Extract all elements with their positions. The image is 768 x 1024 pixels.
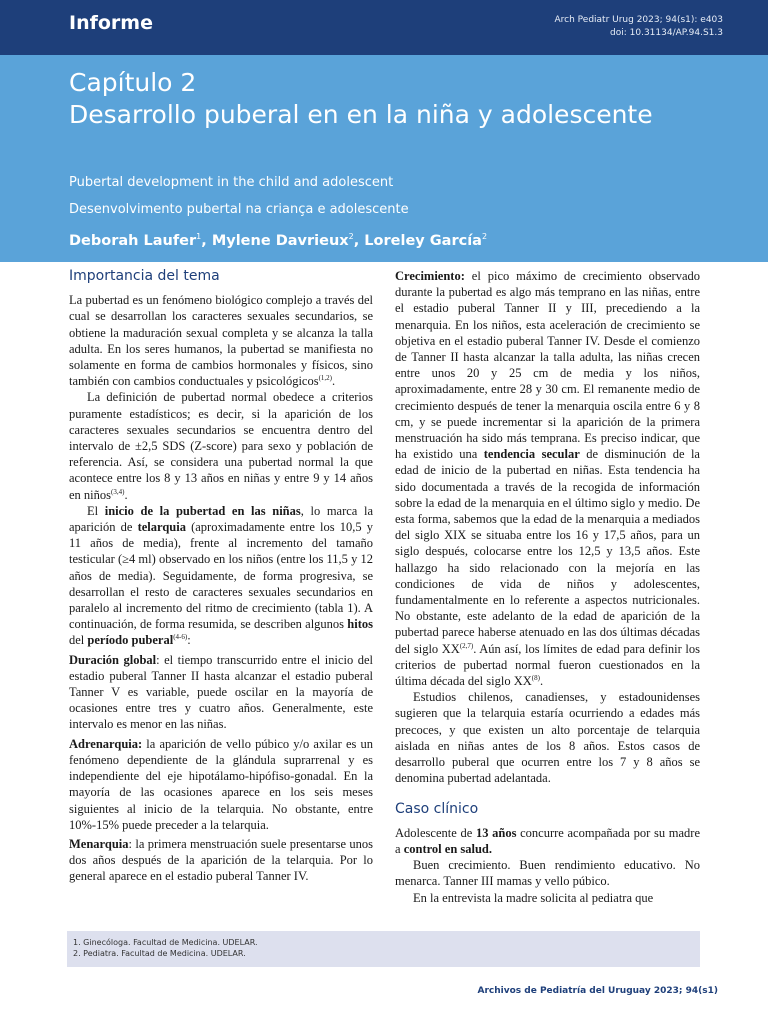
paragraph: La pubertad es un fenómeno biológico complejo a través del cual se desarrollan los caracteres sexuales secundarios, se obtiene la maduración sexual completa y se alcanza la talla adulta. En los seres humanos, la pubertad se manifiesta no solamente en forma de cambios hormonales y físicos, sino también con cambios conductuales y psicológicos$^{(1,2)}$.	[69, 293, 373, 389]
subtitle-english: Pubertal development in the child and adolescent	[69, 175, 394, 190]
paragraph-duration: Duración global: el tiempo transcurrido entre el inicio del estadio puberal Tanner II hasta alcanzar el estadio puberal Tanner V es variable, puede oscilar en la mayoría de ocasiones entre tres y cuatro años. Generalmente, este intervalo es menor en las niñas.	[69, 652, 373, 732]
footer-journal-reference: Archivos de Pediatría del Uruguay 2023; 94(s1)	[477, 986, 718, 996]
author-affiliation: 2	[481, 232, 488, 241]
affiliation-footnotes	[67, 931, 700, 967]
footnote: 1. Ginecóloga. Facultad de Medicina. UDELAR.	[73, 938, 258, 947]
right-column	[395, 268, 700, 906]
paragraph: La definición de pubertad normal obedece a criterios puramente estadísticos; es decir, si la aparición de los caracteres sexuales secundarios se encuentra dentro del intervalo de ±2,5 SDS (Z-score) para sexo y población de referencia. Así, se considera una pubertad normal la que acontece entre los 8 y 13 años en niñas y entre 9 y 14 años en niños$^{(3,4)}$.	[69, 390, 373, 502]
author-name[interactable]: Deborah Laufer	[69, 232, 197, 249]
section-label: Informe	[69, 12, 153, 34]
paragraph: En la entrevista la madre solicita al pediatra que	[413, 890, 654, 905]
citation-ref[interactable]: (2,7)	[459, 641, 474, 650]
subtitle-portuguese: Desenvolvimento pubertal na criança e adolescente	[69, 202, 409, 217]
paragraph: Estudios chilenos, canadienses, y estadounidenses sugieren que la telarquia estaría ocurriendo a edades más precoces, y que existen un alto porcentaje de telarquia aislada en niñas antes de los 8 años. Estos casos de desarrollo puberal que ocurren entre los 7 y 8 años se denomina pubertad adelantada.	[395, 690, 700, 786]
header-bar	[0, 0, 768, 55]
paragraph: Buen crecimiento. Buen rendimiento educativo. No menarca. Tanner III mamas y vello púbico.	[395, 858, 700, 889]
author-affiliation: 2	[348, 232, 354, 241]
citation-ref[interactable]: (8)	[531, 673, 540, 682]
author-list: Deborah Laufer$^1$, Mylene Davrieux$^2$, Loreley García$^2$	[69, 232, 488, 249]
paragraph-adrenarche: Adrenarquia: la aparición de vello púbico y/o axilar es un fenómeno dependiente de la glándula suprarrenal y es independiente del eje hipotálamo-hipófiso-gonadal. En la mayoría de las ocasiones aparece en los seis meses siguientes al inicio de la telarquia. No obstante, entre 10%-15% puede preceder a la telarquia.	[69, 736, 373, 832]
author-name[interactable]: Mylene Davrieux	[211, 232, 349, 249]
footnote: 2. Pediatra. Facultad de Medicina. UDELAR.	[73, 949, 246, 958]
journal-citation: Arch Pediatr Urug 2023; 94(s1): e403	[554, 15, 723, 25]
citation-ref[interactable]: (1,2)	[318, 374, 333, 383]
doi-link[interactable]: doi: 10.31134/AP.94.S1.3	[610, 28, 723, 38]
journal-reference	[555, 14, 724, 40]
citation-ref[interactable]: (4-6)	[173, 633, 188, 642]
title-banner	[0, 55, 768, 262]
paragraph-growth: Crecimiento: el pico máximo de crecimiento observado durante la pubertad es algo más temprano en las niñas, entre el estadio puberal Tanner II y III, precediendo a la menarquia. En los niños, esta aceleración de crecimiento se objetiva en el estadio puberal Tanner IV. Desde el comienzo de Tanner II hasta alcanzar la talla adulta, las niñas crecen entre unos 20 y 25 cm de media y los niños, aproximadamente, entre 28 y 30 cm. El remanente medio de crecimiento después de tener la menarquia oscila entre 6 y 8 cm, y se puede incrementar si la aparición de la primera menstruación ha sido más temprana. Es preciso indicar, que ha existido una tendencia secular de disminución de la edad de inicio de la pubertad en niñas. Esta tendencia ha sido documentada a través de la recogida de información sobre la edad de la menarquia en el último siglo y medio. De esta forma, sabemos que la edad de la menarquia a mediados del siglo XIX se situaba entre los 16 y 17,5 años, para un siglo después, colocarse entre los 12,5 y 13,5 años. Este hallazgo ha sido relacionado con la mejoría en las condiciones de vida de niños y adolescentes, fundamentalmente en lo referente a aspectos nutricionales. No obstante, este adelanto de la edad de aparición de la pubertad parece haberse atenuado en las dos últimas décadas del siglo XX$^{(2,7)}$. Aún así, los límites de edad para definir los criterios de pubertad normal fueron cuestionados en la última década del siglo XX$^{(8)}$.	[395, 269, 700, 689]
author-affiliation: 1	[196, 232, 202, 241]
paragraph: El inicio de la pubertad en las niñas, lo marca la aparición de telarquia (aproximadamente entre los 10,5 y 11 años de media), frente al incremento del tamaño testicular (≥4 ml) observado en los niños (entre los 11,5 y 12 años de media). Seguidamente, de forma progresiva, se desarrollan el resto de caracteres sexuales secundarios en paralelo al incremento del ritmo de crecimiento (tabla 1). A continuación, de forma resumida, se describen algunos hitos del período puberal$^{(4-6)}$:	[69, 503, 373, 648]
citation-ref[interactable]: (3,4)	[111, 487, 125, 496]
left-column	[69, 268, 373, 885]
article-title: Desarrollo puberal en en la niña y adolescente	[69, 100, 653, 129]
paragraph-menarche: Menarquia: la primera menstruación suele presentarse unos dos años después de la aparición de la telarquia. Por lo general aparece en el estadio puberal Tanner IV.	[69, 836, 373, 884]
section-heading-clinical-case: Caso clínico	[395, 800, 479, 817]
paragraph: Adolescente de 13 años concurre acompañada por su madre a control en salud.	[395, 825, 700, 856]
author-name[interactable]: Loreley García	[364, 232, 482, 249]
section-heading-importance: Importancia del tema	[69, 268, 220, 284]
chapter-label: Capítulo 2	[69, 68, 197, 97]
